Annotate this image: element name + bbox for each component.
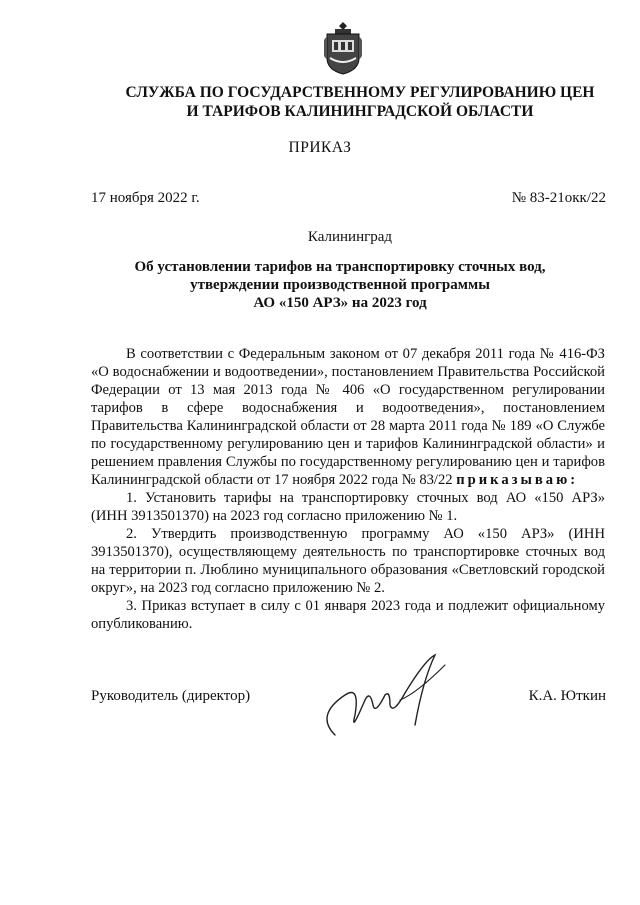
handwritten-signature (305, 645, 455, 745)
document-city: Калининград (307, 229, 393, 245)
signatory-name: К.А. Юткин (528, 688, 606, 704)
title-line1: Об установлении тарифов на транспортировку сточных вод, (134, 259, 546, 275)
title-line3: АО «150 АРЗ» на 2023 год (253, 295, 427, 311)
document-body (91, 345, 605, 633)
document-type: ПРИКАЗ (288, 139, 352, 156)
organization-name-line1: СЛУЖБА ПО ГОСУДАРСТВЕННОМУ РЕГУЛИРОВАНИЮ ЦЕН (125, 84, 595, 101)
order-item-3: 3. Приказ вступает в силу с 01 января 2023 года и подлежит официальному опубликованию. (91, 598, 605, 632)
order-word: приказываю: (456, 472, 579, 488)
order-item-1: 1. Установить тарифы на транспортировку сточных вод АО «150 АРЗ» (ИНН 3913501370) на 2023 год согласно приложению № 1. (91, 490, 605, 524)
coat-of-arms-emblem (322, 20, 364, 76)
organization-name-line2: И ТАРИФОВ КАЛИНИНГРАДСКОЙ ОБЛАСТИ (186, 103, 534, 120)
title-line2: утверждении производственной программы (190, 277, 490, 293)
signatory-role: Руководитель (директор) (91, 688, 251, 704)
document-number: № 83-21окк/22 (511, 190, 606, 206)
document-date: 17 ноября 2022 г. (91, 190, 200, 206)
preamble-paragraph (91, 345, 605, 489)
order-item-2: 2. Утвердить производственную программу АО «150 АРЗ» (ИНН 3913501370), осуществляющему деятельность по транспортировке сточных вод на территории п. Люблино муниципального образования «Светловский городской округ», на 2023 год согласно приложению № 2. (91, 526, 605, 596)
document-title (100, 258, 580, 312)
preamble-text: В соответствии с Федеральным законом от 07 декабря 2011 года № 416-ФЗ «О водоснабжении и водоотведении», постановлением Правительства Российской Федерации от 13 мая 2013 года № 406 «О государственном регулировании тарифов в сфере водоснабжения и водоотведения», постановлением Правительства Калининградской области от 28 марта 2011 года № 189 «О Службе по государственному регулированию цен и тарифов Калининградской области» и решением правления Службы по государственному регулированию цен и тарифов Калининградской области от 17 ноября 2022 года № 83/22 (91, 346, 605, 488)
